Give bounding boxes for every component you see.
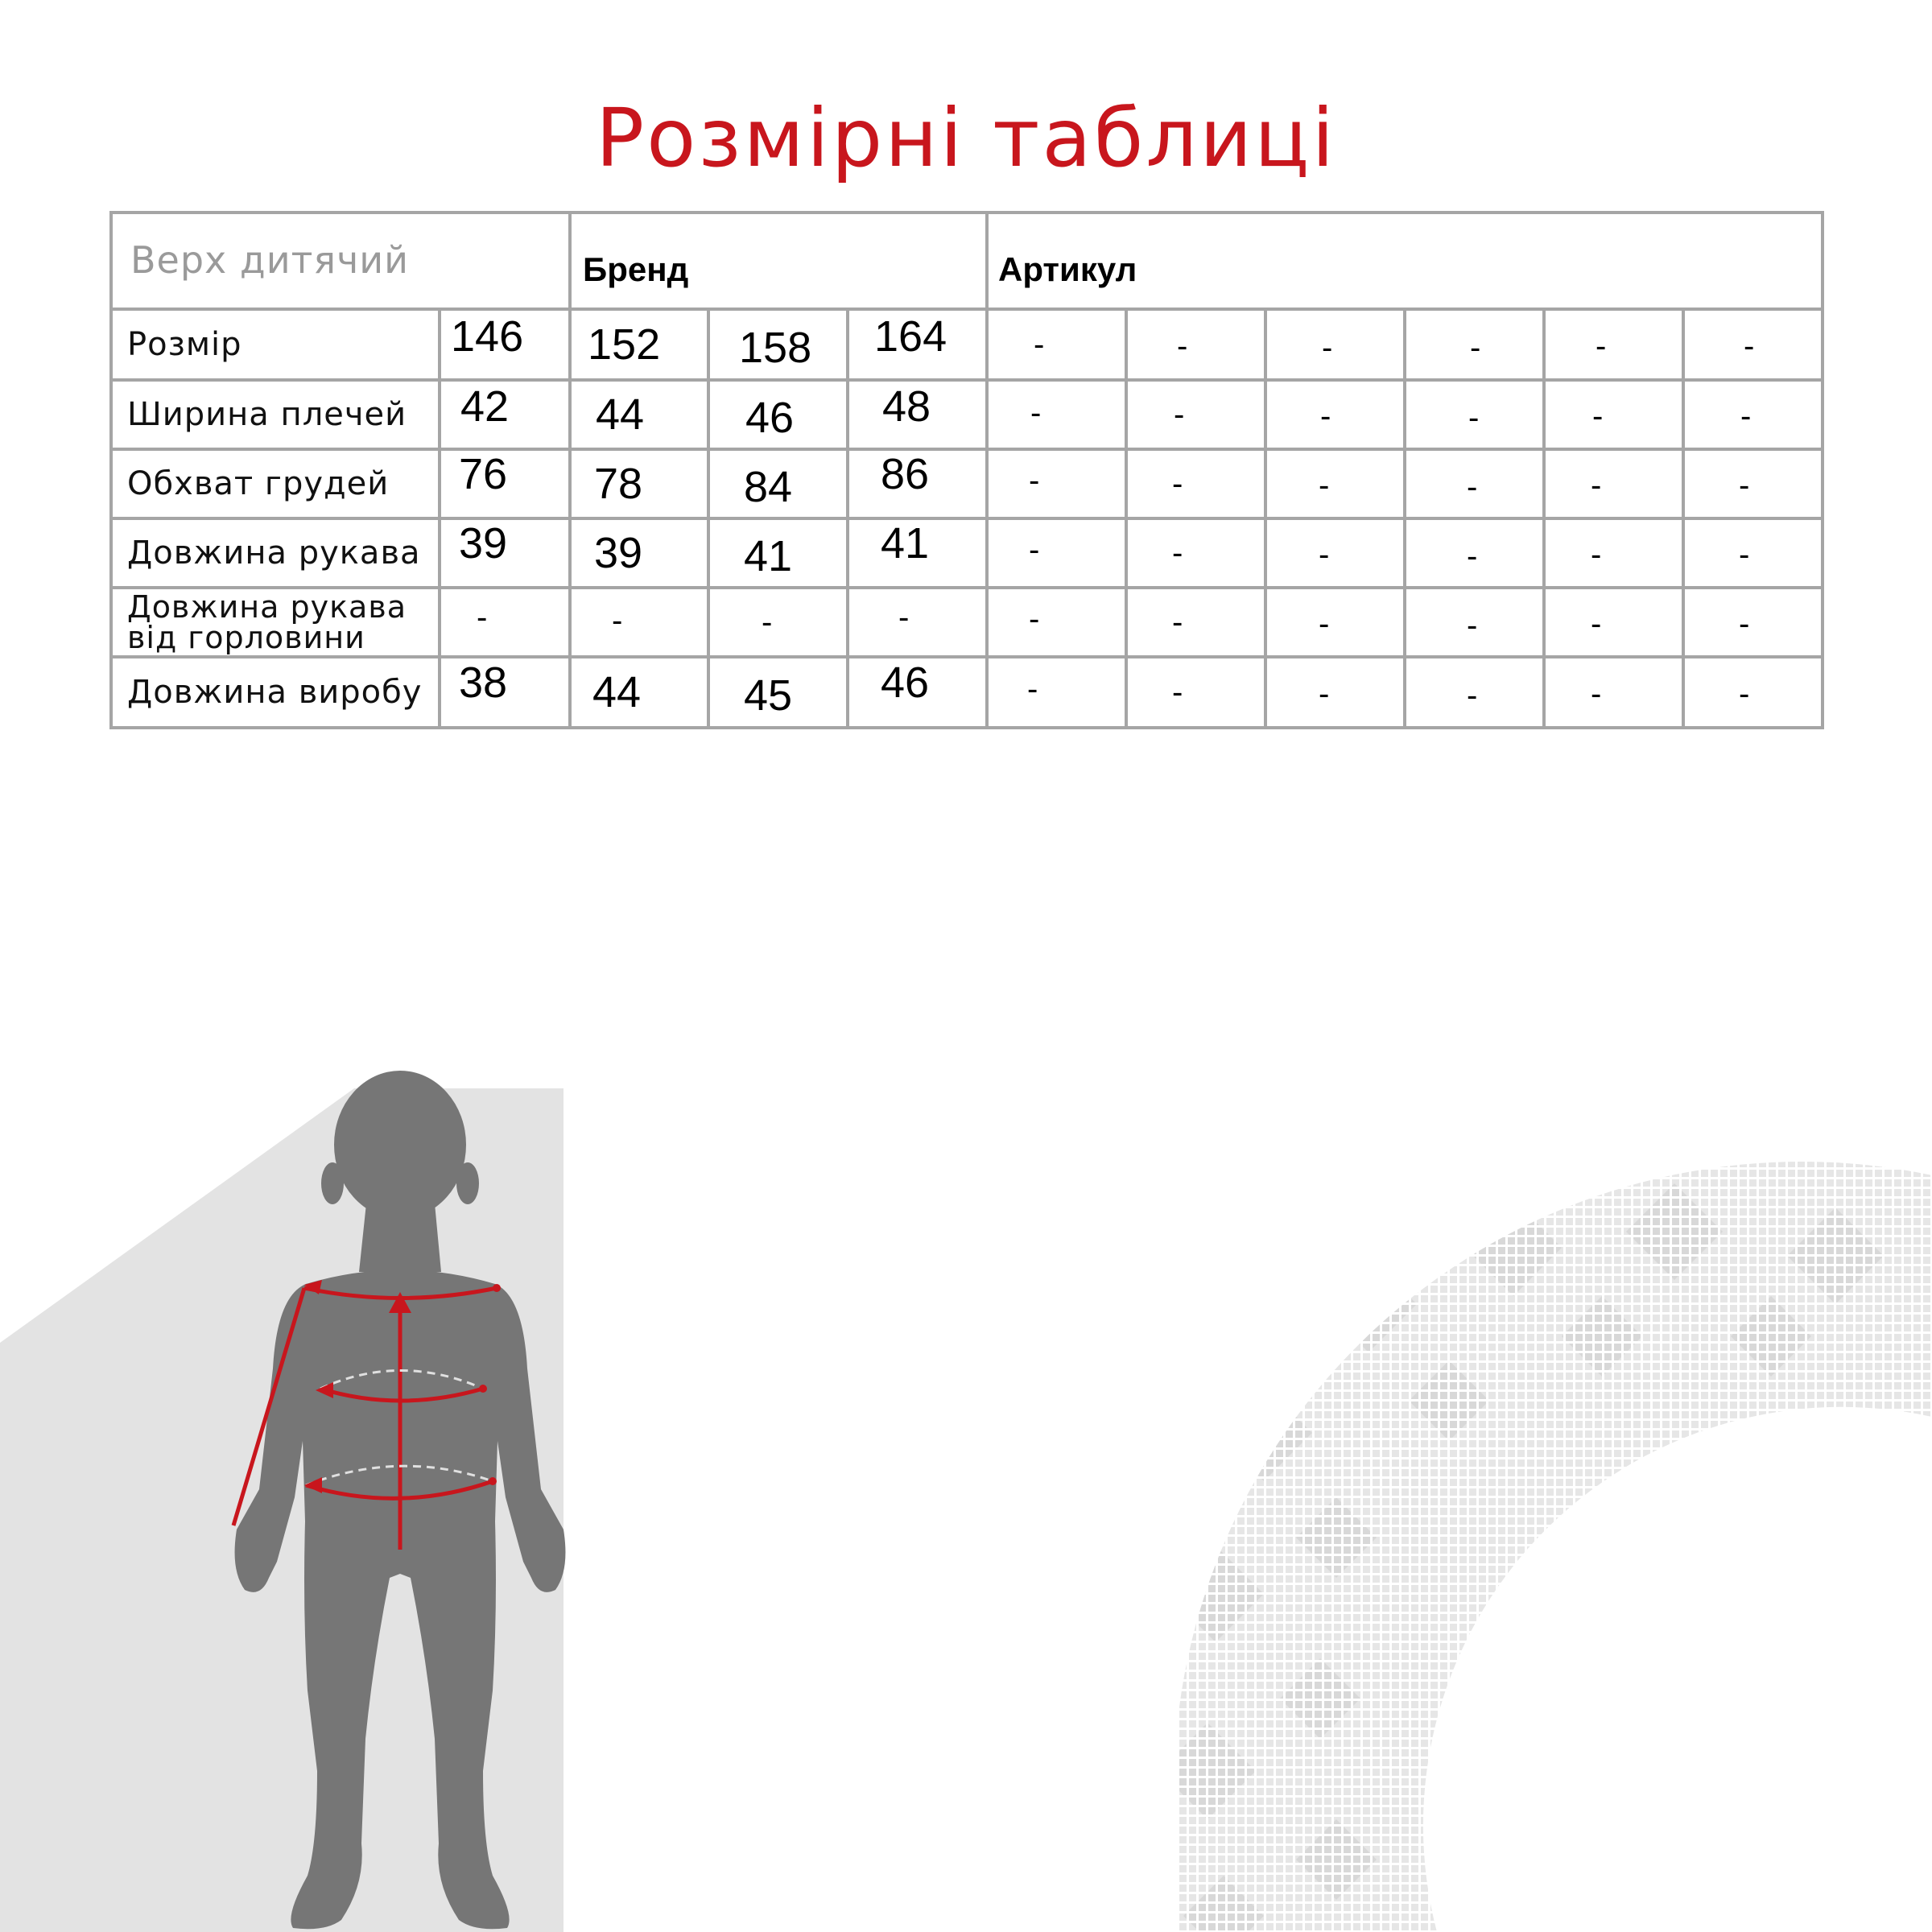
table-cell: - bbox=[1029, 531, 1040, 568]
table-cell: - bbox=[1591, 467, 1602, 503]
table-cell: - bbox=[1319, 605, 1330, 642]
table-cell: 78 bbox=[594, 460, 643, 508]
brand-label: Бренд bbox=[583, 250, 689, 288]
table-cell: - bbox=[1319, 675, 1330, 712]
table-cell: - bbox=[1740, 398, 1752, 434]
table-cell: - bbox=[1322, 329, 1333, 365]
row-label-shoulder-width: Ширина плечей bbox=[127, 396, 407, 433]
table-cell: - bbox=[1744, 328, 1755, 364]
embroidery-ornament-icon bbox=[1159, 1159, 1932, 1932]
table-cell: 86 bbox=[881, 450, 930, 498]
row-label-chest-girth: Обхват грудей bbox=[127, 465, 390, 502]
table-cell: - bbox=[1739, 536, 1750, 572]
table-cell: - bbox=[1027, 671, 1038, 707]
table-cell: 164 bbox=[874, 312, 947, 361]
table-cell: 158 bbox=[739, 324, 812, 372]
table-cell: - bbox=[1174, 396, 1185, 432]
table-cell: - bbox=[1029, 601, 1040, 637]
table-cell: 42 bbox=[460, 382, 510, 431]
table-cell: 46 bbox=[881, 658, 930, 707]
table-cell: 44 bbox=[596, 390, 645, 439]
table-cell: 76 bbox=[459, 450, 508, 498]
table-cell: - bbox=[1592, 398, 1604, 434]
table-cell: 84 bbox=[744, 463, 793, 511]
table-cell: - bbox=[1739, 467, 1750, 503]
size-table bbox=[109, 211, 1824, 729]
table-cell: 46 bbox=[745, 394, 795, 442]
table-cell: - bbox=[1739, 675, 1750, 712]
table-cell: - bbox=[898, 599, 910, 635]
page-title: Розмірні таблиці bbox=[595, 91, 1337, 185]
table-cell: - bbox=[1319, 536, 1330, 572]
table-cell: - bbox=[1320, 398, 1331, 434]
table-cell: - bbox=[477, 599, 488, 635]
table-cell: - bbox=[1467, 469, 1478, 505]
table-cell: - bbox=[1467, 538, 1478, 574]
table-cell: 146 bbox=[451, 312, 524, 361]
table-cell: 44 bbox=[592, 668, 642, 716]
table-cell: - bbox=[1319, 467, 1330, 503]
table-cell: - bbox=[762, 604, 773, 640]
table-cell: - bbox=[1470, 329, 1481, 365]
table-cell: - bbox=[1591, 605, 1602, 642]
table-cell: - bbox=[612, 602, 623, 638]
table-cell: - bbox=[1591, 536, 1602, 572]
table-cell: - bbox=[1030, 394, 1042, 431]
table-cell: 45 bbox=[744, 671, 793, 720]
table-cell: - bbox=[1172, 465, 1183, 502]
article-label: Артикул bbox=[998, 250, 1137, 288]
table-cell: - bbox=[1172, 604, 1183, 640]
row-label-size: Розмір bbox=[127, 326, 242, 363]
table-cell: - bbox=[1177, 328, 1188, 364]
table-cell: - bbox=[1034, 326, 1045, 362]
table-cell: - bbox=[1467, 677, 1478, 713]
table-cell: - bbox=[1029, 462, 1040, 498]
table-cell: - bbox=[1739, 605, 1750, 642]
row-label-sleeve-length: Довжина рукава bbox=[127, 535, 421, 572]
table-cell: - bbox=[1596, 328, 1607, 364]
table-cell: 41 bbox=[881, 519, 930, 568]
table-cell: - bbox=[1591, 675, 1602, 712]
category-label: Верх дитячий bbox=[130, 238, 410, 282]
table-cell: 39 bbox=[459, 519, 508, 568]
table-cell: 48 bbox=[882, 382, 931, 431]
table-cell: - bbox=[1172, 674, 1183, 710]
table-cell: - bbox=[1172, 535, 1183, 571]
table-cell: 152 bbox=[588, 320, 661, 369]
table-cell: 39 bbox=[594, 529, 643, 577]
table-cell: - bbox=[1468, 399, 1480, 436]
table-cell: 38 bbox=[459, 658, 508, 707]
row-label-item-length: Довжина виробу bbox=[127, 674, 423, 711]
table-cell: 41 bbox=[744, 532, 793, 580]
row-label-sleeve-from-neck: Довжина рукава від горловини bbox=[127, 589, 407, 655]
table-cell: - bbox=[1467, 607, 1478, 643]
